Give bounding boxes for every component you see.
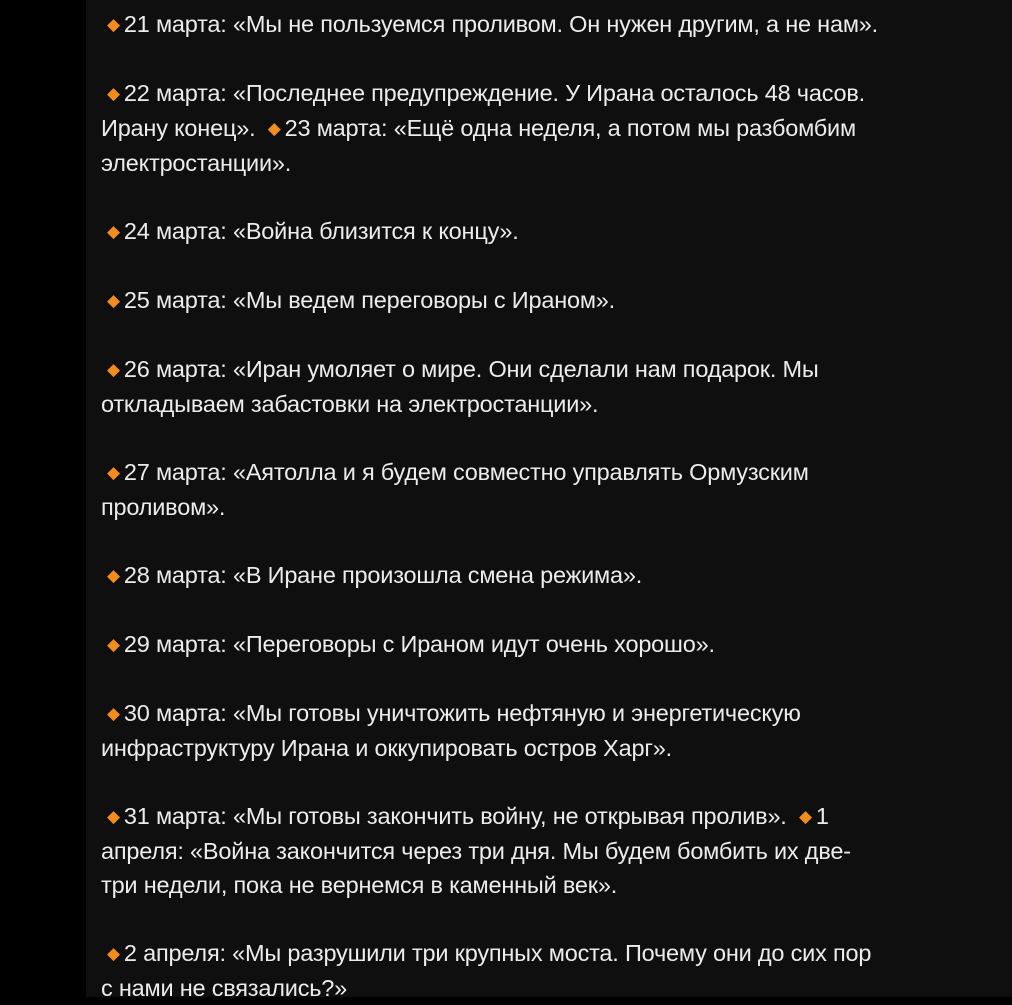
message-text: откладываем забастовки на электростанции». xyxy=(101,391,599,417)
timeline-entry xyxy=(101,627,1012,662)
diamond-icon: ◆ xyxy=(107,360,120,379)
message-text: 27 марта: «Аятолла и я будем совместно управлять Ормузским xyxy=(123,459,809,485)
message-text: 26 марта: «Иран умоляет о мире. Они сделали нам подарок. Мы xyxy=(123,356,819,382)
message-text: 30 марта: «Мы готовы уничтожить нефтяную и энергетическую xyxy=(123,700,801,726)
message-line xyxy=(101,558,1012,593)
diamond-icon: ◆ xyxy=(107,635,120,654)
message-text: 28 марта: «В Иране произошла смена режима». xyxy=(123,562,643,588)
message-line xyxy=(101,76,1012,111)
message-line xyxy=(101,936,1012,971)
timeline-entry xyxy=(101,76,1012,180)
message-line xyxy=(101,868,1012,902)
message-line xyxy=(101,7,1012,42)
message-text: проливом». xyxy=(101,494,226,520)
diamond-icon: ◆ xyxy=(107,566,120,585)
message-text: 24 марта: «Война близится к концу». xyxy=(123,218,519,244)
message-line xyxy=(101,111,1012,146)
diamond-icon: ◆ xyxy=(107,944,120,963)
timeline-entry xyxy=(101,7,1012,42)
message-line xyxy=(101,731,1012,765)
message-text: 23 марта: «Ещё одна неделя, а потом мы разбомбим xyxy=(284,115,856,141)
left-panel xyxy=(0,0,86,997)
timeline-entry xyxy=(101,936,1012,1005)
timeline-entry xyxy=(101,799,1012,902)
message-line xyxy=(101,834,1012,868)
message-text: 1 xyxy=(815,803,829,829)
timeline-entry xyxy=(101,455,1012,524)
message-line xyxy=(101,455,1012,490)
diamond-icon: ◆ xyxy=(107,84,120,103)
diamond-icon: ◆ xyxy=(107,222,120,241)
message-bubble xyxy=(86,0,1012,1001)
message-line xyxy=(101,146,1012,180)
message-text: с нами не связались?» xyxy=(101,975,348,1001)
timeline-entry xyxy=(101,214,1012,249)
message-text: 25 марта: «Мы ведем переговоры с Ираном». xyxy=(123,287,616,313)
message-line xyxy=(101,627,1012,662)
message-line xyxy=(101,214,1012,249)
message-text: 2 апреля: «Мы разрушили три крупных моста. Почему они до сих пор xyxy=(123,940,872,966)
message-text: инфраструктуру Ирана и оккупировать остров Харг». xyxy=(101,735,672,761)
message-line xyxy=(101,387,1012,421)
timeline-entry xyxy=(101,558,1012,593)
message-text: Ирану конец». xyxy=(101,115,262,141)
message-text: электростанции». xyxy=(101,150,292,176)
diamond-icon: ◆ xyxy=(107,704,120,723)
timeline-entry xyxy=(101,696,1012,765)
diamond-icon: ◆ xyxy=(107,807,120,826)
message-text: три недели, пока не вернемся в каменный век». xyxy=(101,872,618,898)
message-text: 31 марта: «Мы готовы закончить войну, не открывая пролив». xyxy=(123,803,793,829)
message-text: 29 марта: «Переговоры с Ираном идут очень хорошо». xyxy=(123,631,715,657)
message-line xyxy=(101,799,1012,834)
timeline-entry xyxy=(101,352,1012,421)
message-text: апреля: «Война закончится через три дня. Мы будем бомбить их две- xyxy=(101,838,851,864)
message-line xyxy=(101,490,1012,524)
message-line xyxy=(101,283,1012,318)
diamond-icon: ◆ xyxy=(107,15,120,34)
diamond-icon: ◆ xyxy=(107,291,120,310)
message-line xyxy=(101,696,1012,731)
diamond-icon: ◆ xyxy=(267,119,281,138)
diamond-icon: ◆ xyxy=(798,807,812,826)
message-text: 22 марта: «Последнее предупреждение. У Ирана осталось 48 часов. xyxy=(123,80,865,106)
message-line xyxy=(101,352,1012,387)
message-line xyxy=(101,971,1012,1005)
diamond-icon: ◆ xyxy=(107,463,120,482)
message-text: 21 марта: «Мы не пользуемся проливом. Он нужен другим, а не нам». xyxy=(123,11,878,37)
timeline-entry xyxy=(101,283,1012,318)
